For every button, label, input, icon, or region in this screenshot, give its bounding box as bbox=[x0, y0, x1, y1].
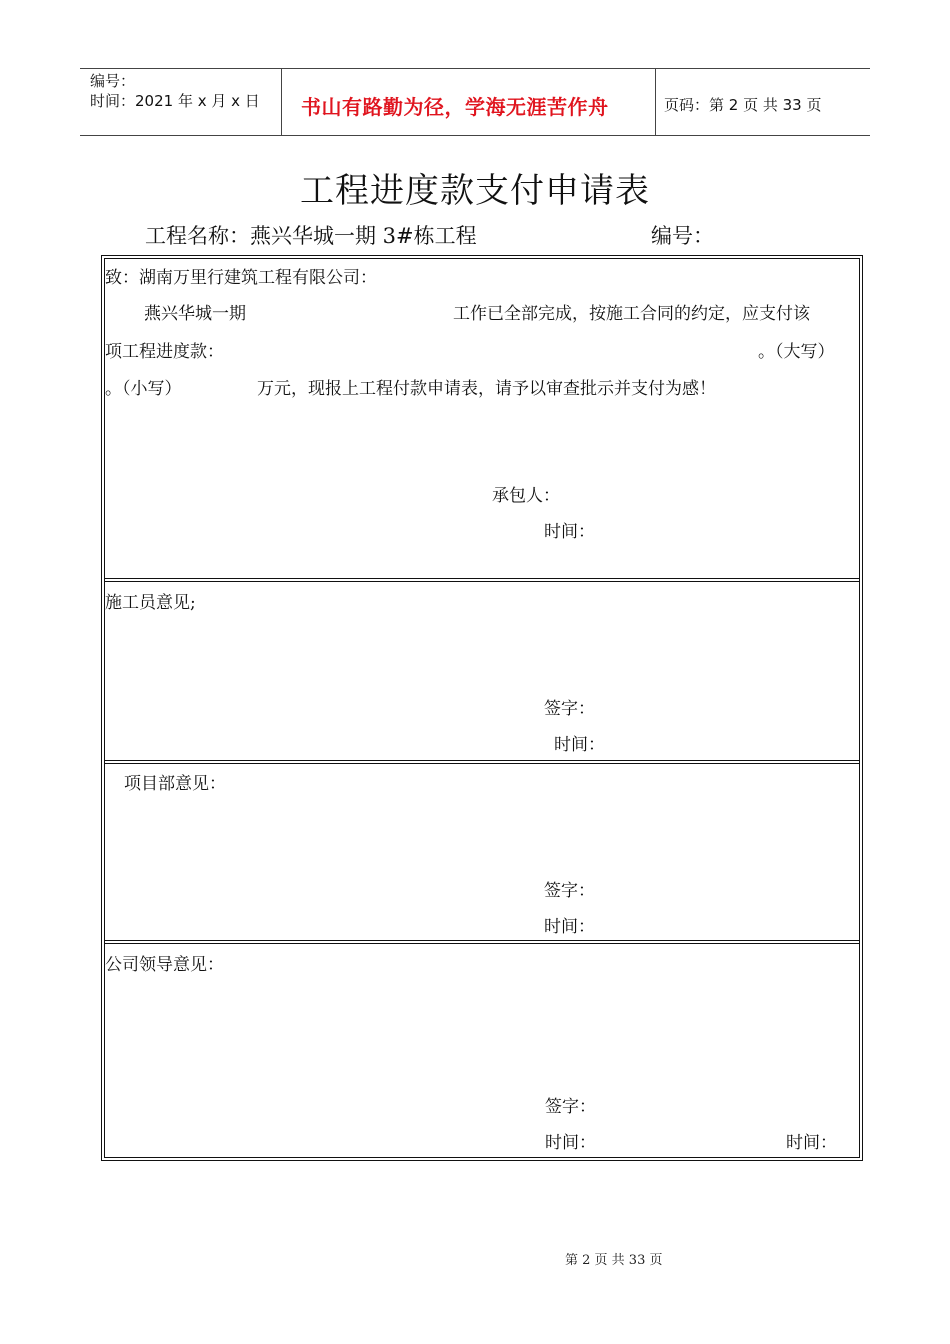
recipient-line: 致：湖南万里行建筑工程有限公司： bbox=[105, 268, 377, 288]
form-divider bbox=[104, 943, 860, 944]
project-name: 工程名称：燕兴华城一期 3#栋工程 bbox=[145, 224, 477, 248]
completion-statement: 工作已全部完成，按施工合同的约定，应支付该 bbox=[453, 304, 810, 324]
header-divider-left bbox=[281, 68, 282, 136]
request-statement: 万元，现报上工程付款申请表，请予以审查批示并支付为感！ bbox=[257, 379, 716, 399]
amount-numeric-label: 。（小写） bbox=[105, 379, 182, 399]
contractor-label: 承包人： bbox=[492, 486, 560, 506]
header-top-rule bbox=[80, 68, 870, 69]
form-divider bbox=[104, 940, 860, 941]
company-leader-sign-label: 签字： bbox=[545, 1097, 596, 1117]
form-divider bbox=[104, 578, 860, 579]
header-divider-right bbox=[655, 68, 656, 136]
header-number-label: 编号： bbox=[90, 72, 136, 90]
project-number-label: 编号： bbox=[651, 224, 714, 248]
company-leader-time-label-right: 时间： bbox=[786, 1133, 837, 1153]
header-date: 时间：2021 年 x 月 x 日 bbox=[90, 92, 260, 110]
page-footer: 第 2 页 共 33 页 bbox=[565, 1253, 663, 1268]
header-motto: 书山有路勤为径，学海无涯苦作舟 bbox=[301, 95, 609, 119]
company-leader-time-label: 时间： bbox=[545, 1133, 596, 1153]
form-divider bbox=[104, 581, 860, 582]
project-dept-opinion-heading: 项目部意见： bbox=[124, 774, 226, 794]
progress-payment-label: 项工程进度款： bbox=[105, 342, 224, 362]
page-title: 工程进度款支付申请表 bbox=[300, 171, 650, 211]
project-short-name: 燕兴华城一期 bbox=[144, 304, 246, 324]
project-dept-sign-label: 签字： bbox=[544, 881, 595, 901]
form-divider bbox=[104, 763, 860, 764]
builder-opinion-heading: 施工员意见; bbox=[105, 593, 196, 613]
form-divider bbox=[104, 760, 860, 761]
builder-time-label: 时间： bbox=[554, 735, 605, 755]
amount-capital-label: 。（大写） bbox=[758, 342, 835, 362]
builder-sign-label: 签字： bbox=[544, 699, 595, 719]
header-page-info: 页码：第 2 页 共 33 页 bbox=[664, 96, 822, 114]
contractor-time-label: 时间： bbox=[544, 522, 595, 542]
company-leader-opinion-heading: 公司领导意见： bbox=[105, 955, 224, 975]
header-bottom-rule bbox=[80, 135, 870, 136]
project-dept-time-label: 时间： bbox=[544, 917, 595, 937]
